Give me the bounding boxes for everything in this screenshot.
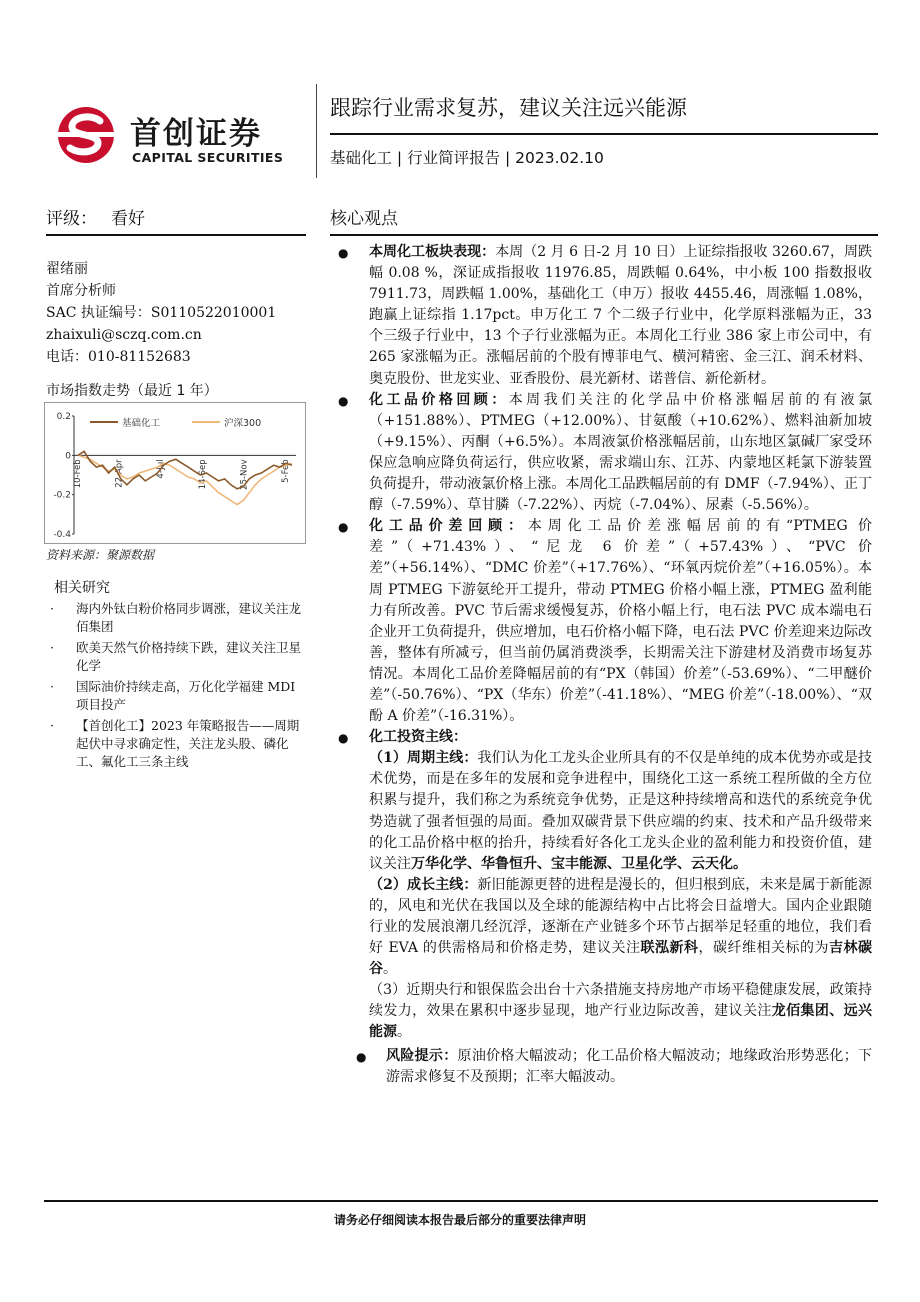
bullet-icon: ● (338, 393, 349, 408)
related-research-list (46, 600, 308, 774)
recommended-stock: 联泓新科 (640, 940, 699, 957)
bullet-icon: ● (338, 731, 349, 746)
paragraph-text: 本周（2 月 6 日-2 月 10 日）上证综指报收 3260.67，周跌幅 0.08 %，深证成指报收 11976.85，周跌幅 0.64%，中小板 100 指数报收 7911.73，周跌幅 1.00%，基础化工（申万）报收 4455.46，周涨幅 1.08%，跑赢上证综指 1.17pct。申万化工 7 个二级子行业中，化学原料涨幅为正，33 个三级子行业中，13 个子行业涨幅为正。本周化工行业 386 家上市公司中，有 265 家涨幅为正。涨幅居前的个股有博菲电气、横河精密、金三江、润禾材料、奥克股份、世龙实业、亚香股份、晨光新材、诺普信、新伦新材。 (369, 244, 872, 387)
related-item[interactable]: · 欧美天然气价格持续下跌，建议关注卫星化学 (46, 639, 308, 675)
paragraph-label: 化工品价格回顾： (369, 391, 509, 408)
price-review-paragraph (336, 390, 872, 517)
cycle-theme-paragraph (336, 748, 872, 875)
bullet-icon: ● (338, 246, 349, 260)
sub-text: ，碳纤维相关标的为 (698, 940, 829, 957)
x-tick-label: 25-Nov (239, 459, 250, 490)
sub-text: （3）近期央行和银保监会出台十六条措施支持房地产市场平稳健康发展，政策持续发力，效果在累积中逐步显现，地产行业边际改善，建议关注 (369, 982, 872, 1020)
core-views-content (336, 242, 872, 1088)
bullet-icon: ● (356, 1049, 367, 1064)
core-views-title: 核心观点 (330, 209, 398, 229)
chart-frame (45, 403, 306, 544)
sub-label: （1）周期主线： (369, 750, 478, 767)
legend-label: 沪深300 (224, 418, 262, 429)
related-item[interactable]: · 【首创化工】2023 年策略报告——周期起伏中寻求确定性，关注龙头股、磷化工、氟化工三条主线 (46, 717, 308, 771)
x-tick-label: 5-Feb (281, 459, 291, 483)
analyst-title: 首席分析师 (46, 283, 116, 299)
recommended-stock: 吉林碳谷 (369, 940, 873, 978)
logo-english-name: CAPITAL SECURITIES (132, 150, 284, 165)
spread-review-paragraph (336, 516, 872, 727)
x-tick-label: 14-Sep (197, 459, 208, 490)
analyst-info (46, 258, 276, 368)
paragraph-text: 本周我们关注的化学品中价格涨幅居前的有液氯（+151.88%）、PTMEG（+12.00%）、甘氨酸（+10.62%）、燃料油新加坡（+9.15%）、丙酮（+6.5%）。本周液氯价格涨幅居前，山东地区氯碱厂家受环保应急响应降负荷运行，供应收紧，需求端山东、江苏、内蒙地区耗氯下游装置负荷提升，带动液氯价格上涨。本周化工品跌幅居前的有 DMF（-7.94%）、正丁醇（-7.59%）、草甘膦（-7.22%）、丙烷（-7.04%）、尿素（-5.56%）。 (369, 391, 873, 514)
analyst-sac: SAC 执证编号：S0110522010001 (46, 305, 277, 321)
y-tick-label: -0.2 (53, 490, 71, 501)
rating (46, 204, 145, 229)
paragraph-label: 化工投资主线： (369, 729, 467, 746)
chart-title: 市场指数走势（最近 1 年） (46, 383, 218, 399)
investment-theme-heading (336, 727, 872, 748)
title-rule (330, 133, 878, 135)
paragraph-label: 化工品价差回顾： (369, 518, 528, 535)
capital-securities-logo-icon (52, 104, 120, 166)
report-subtitle: 基础化工 | 行业简评报告 | 2023.02.10 (330, 149, 604, 167)
legend-label: 基础化工 (122, 418, 161, 429)
x-tick-label: 10-Feb (73, 459, 83, 489)
sub-text: 。 (397, 1024, 411, 1041)
analyst-name: 翟绪丽 (46, 261, 88, 277)
risk-text: 原油价格大幅波动；化工品价格大幅波动；地缘政治形势恶化；下游需求修复不及预期；汇率大幅波动。 (386, 1047, 872, 1085)
growth-theme-paragraph (336, 875, 872, 980)
header-divider (316, 84, 317, 178)
y-tick-label: 0.2 (56, 412, 71, 422)
paragraph-text: 本周化工品价差涨幅居前的有“PTMEG 价差”（+71.43%）、“尼龙 6 价差”（+57.43%）、“PVC 价差”（+56.14%）、“DMC 价差”（+17.76%）、“环氧丙烷价差”（+16.05%）。本周 PTMEG 下游氨纶开工提升，带动 PTMEG 价格小幅上涨，PTMEG 盈利能力有所改善。PVC 节后需求缓慢复苏，价格小幅上行，电石法 PVC 成本端电石企业开工负荷提升，供应增加，电石价格小幅下降，电石法 PVC 价差迎来边际改善，整体有所减亏，但当前仍属消费淡季，长期需关注下游建材及消费市场复苏情况。本周化工品价差降幅居前的有“PX（韩国）价差”（-53.69%）、“二甲醚价差”（-50.76%）、“PX（华东）价差”（-41.18%）、“MEG 价差”（-18.00%）、“双酚 A 价差”（-16.31%）。 (369, 518, 872, 725)
recommended-stocks: 万华化学、华鲁恒升、宝丰能源、卫星化学、云天化。 (411, 855, 747, 872)
company-logo (52, 104, 302, 168)
property-theme-paragraph (336, 980, 872, 1043)
risk-label: 风险提示： (386, 1047, 458, 1064)
x-tick-label: 22-Apr (114, 459, 125, 488)
analyst-email[interactable]: zhaixuli@sczq.com.cn (46, 327, 202, 343)
right-rule (330, 234, 878, 236)
related-research-title: 相关研究 (54, 580, 110, 596)
risk-warning-paragraph (336, 1046, 872, 1088)
related-item[interactable]: · 海内外钛白粉价格同步调涨，建议关注龙佰集团 (46, 600, 308, 636)
recommended-stocks: 龙佰集团、远兴能源 (369, 1003, 873, 1041)
sub-text: 我们认为化工龙头企业所具有的不仅是单纯的成本优势亦或是技术优势，而是在多年的发展和竞争进程中，围绕化工这一系统工程所做的全方位积累与提升，我们称之为系统竞争优势，正是这种持续增高和迭代的系统竞争优势造就了强者恒强的局面。叠加双碳背景下供应端的约束、技术和产品升级带来的化工品价格中枢的抬升，持续看好各化工龙头企业的盈利能力和投资价值，建议关注 (369, 750, 872, 872)
rating-value: 看好 (111, 209, 145, 229)
x-tick-label: 4-Jul (156, 459, 167, 479)
legal-notice: 请务必仔细阅读本报告最后部分的重要法律声明 (333, 1213, 586, 1227)
y-tick-label: -0.4 (53, 530, 71, 540)
market-index-chart (44, 402, 306, 544)
logo-chinese-name: 首创证券 (130, 116, 262, 152)
chart-source: 资料来源：聚源数据 (46, 548, 155, 562)
paragraph-label: 本周化工板块表现： (369, 244, 496, 260)
footer-rule (44, 1200, 878, 1202)
analyst-phone: 电话：010-81152683 (46, 349, 191, 365)
rating-label: 评级： (46, 209, 97, 229)
y-tick-label: 0 (65, 451, 71, 462)
left-rule (46, 234, 306, 236)
sub-text: 新旧能源更替的进程是漫长的，但归根到底，未来是属于新能源的，风电和光伏在我国以及全球的能源结构中占比将会日益增大。国内企业跟随行业的发展浪潮几经沉浮，逐渐在产业链多个环节占据举足轻重的地位，我们看好 EVA 的供需格局和价格走势，建议关注 (369, 876, 872, 957)
sub-label: （2）成长主线： (369, 876, 478, 893)
sector-performance-paragraph (336, 242, 872, 390)
sub-text: 。 (383, 961, 397, 978)
bullet-icon: ● (338, 520, 349, 535)
report-title: 跟踪行业需求复苏，建议关注远兴能源 (330, 96, 687, 120)
related-item[interactable]: · 国际油价持续走高，万化化学福建 MDI 项目投产 (46, 678, 308, 714)
